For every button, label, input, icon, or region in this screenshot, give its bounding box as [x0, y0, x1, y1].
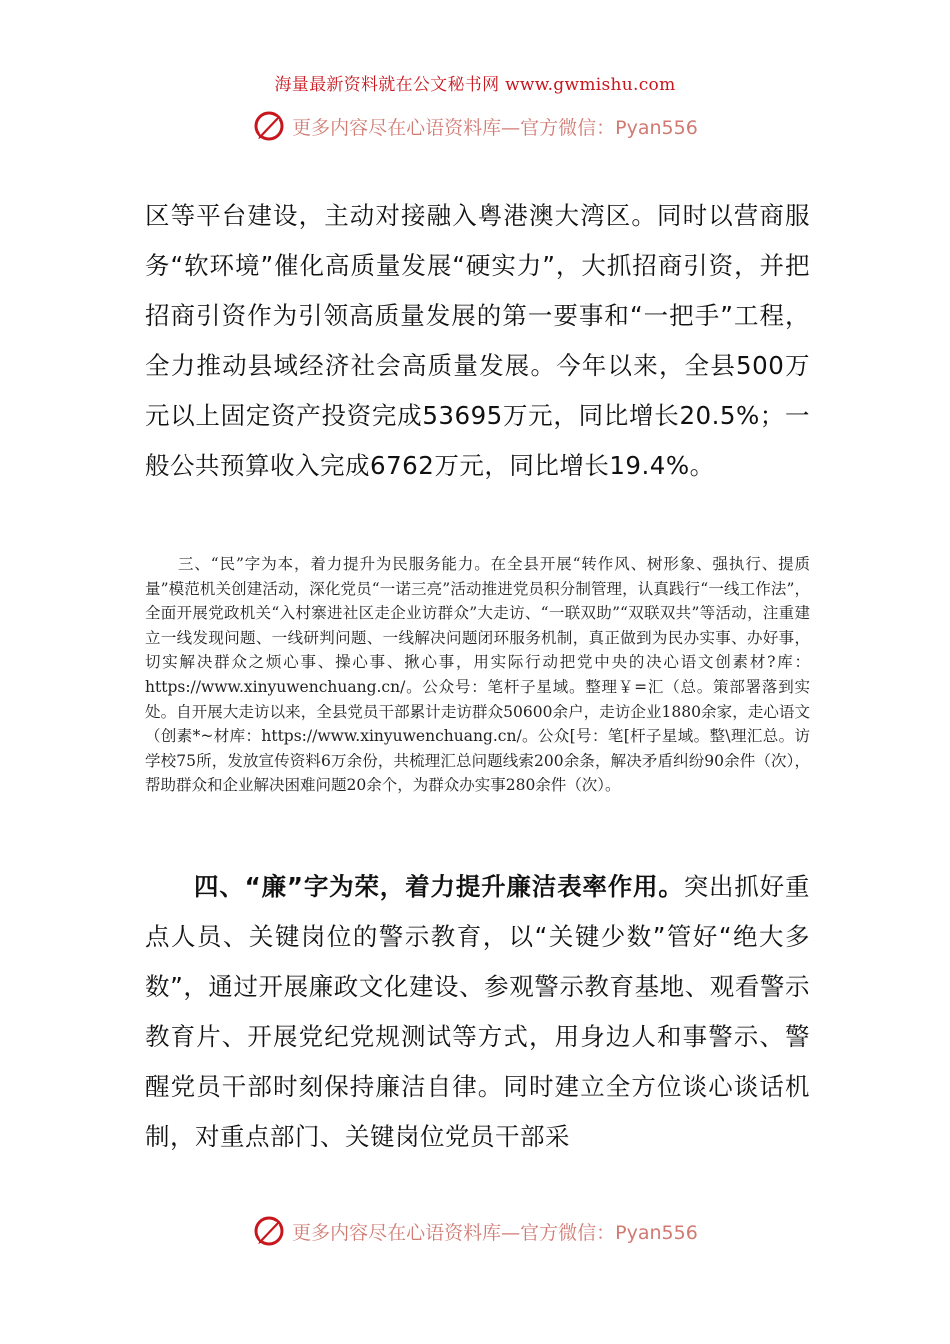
paragraph-3-heading: 四、“廉”字为荣，着力提升廉洁表率作用。 — [194, 872, 684, 901]
header-watermark — [0, 106, 950, 146]
header-watermark-text: 更多内容尽在心语资料库—官方微信：Pyan556 — [292, 116, 698, 139]
footer-wechat-id: Pyan556 — [615, 1221, 698, 1244]
paragraph-1: 区等平台建设，主动对接融入粤港澳大湾区。同时以营商服务“软环境”催化高质量发展“硬实力”，大抓招商引资，并把招商引资作为引领高质量发展的第一要事和“一把手”工程，全力推动县域经济社会高质量发展。今年以来，全县500万元以上固定资产投资完成53695万元，同比增长20.5%；一般公共预算收入完成6762万元，同比增长19.4%。 — [145, 201, 810, 480]
paragraph-2: 三、“民”字为本，着力提升为民服务能力。在全县开展“转作风、树形象、强执行、提质量”模范机关创建活动，深化党员“一诺三亮”活动推进党员积分制管理，认真践行“一线工作法”，全面开展党政机关“入村寨进社区走企业访群众”大走访、“一联双助”“双联双共”等活动，注重建立一线发现问题、一线研判问题、一线解决问题闭环服务机制，真正做到为民办实事、办好事，切实解决群众之烦心事、操心事、揪心事，用实际行动把党中央的决心语文创素材?库：https://www.xinyuwenchuang.cn/。公众号：笔杆子星域。整理￥=汇（总。策部署落到实处。自开展大走访以来，全县党员干部累计走访群众50600余户，走访企业1880余家，走心语文（创素*~材库：https://www.xinyuwenchuang.cn/。公众[号：笔[杆子星域。整\理汇总。访学校75所，发放宣传资料6万余份，共梳理汇总问题线索200余条，解决矛盾纠纷90余件（次），帮助群众和企业解决困难问题20余个，为群众办实事280余件（次）。 — [145, 555, 810, 795]
brush-logo-icon — [252, 1214, 286, 1248]
footer-watermark — [0, 1211, 950, 1251]
header-wechat-id: Pyan556 — [615, 116, 698, 139]
footer-watermark-text: 更多内容尽在心语资料库—官方微信：Pyan556 — [292, 1221, 698, 1244]
paragraph-3 — [145, 862, 810, 1162]
brush-logo-icon — [252, 109, 286, 143]
paragraph-3-body: 突出抓好重点人员、关键岗位的警示教育，以“关键少数”管好“绝大多数”，通过开展廉政文化建设、参观警示教育基地、观看警示教育片、开展党纪党规测试等方式，用身边人和事警示、警醒党员干部时刻保持廉洁自律。同时建立全方位谈心谈话机制，对重点部门、关键岗位党员干部采 — [145, 872, 811, 1151]
top-banner-link[interactable]: 海量最新资料就在公文秘书网 www.gwmishu.com — [274, 75, 676, 95]
